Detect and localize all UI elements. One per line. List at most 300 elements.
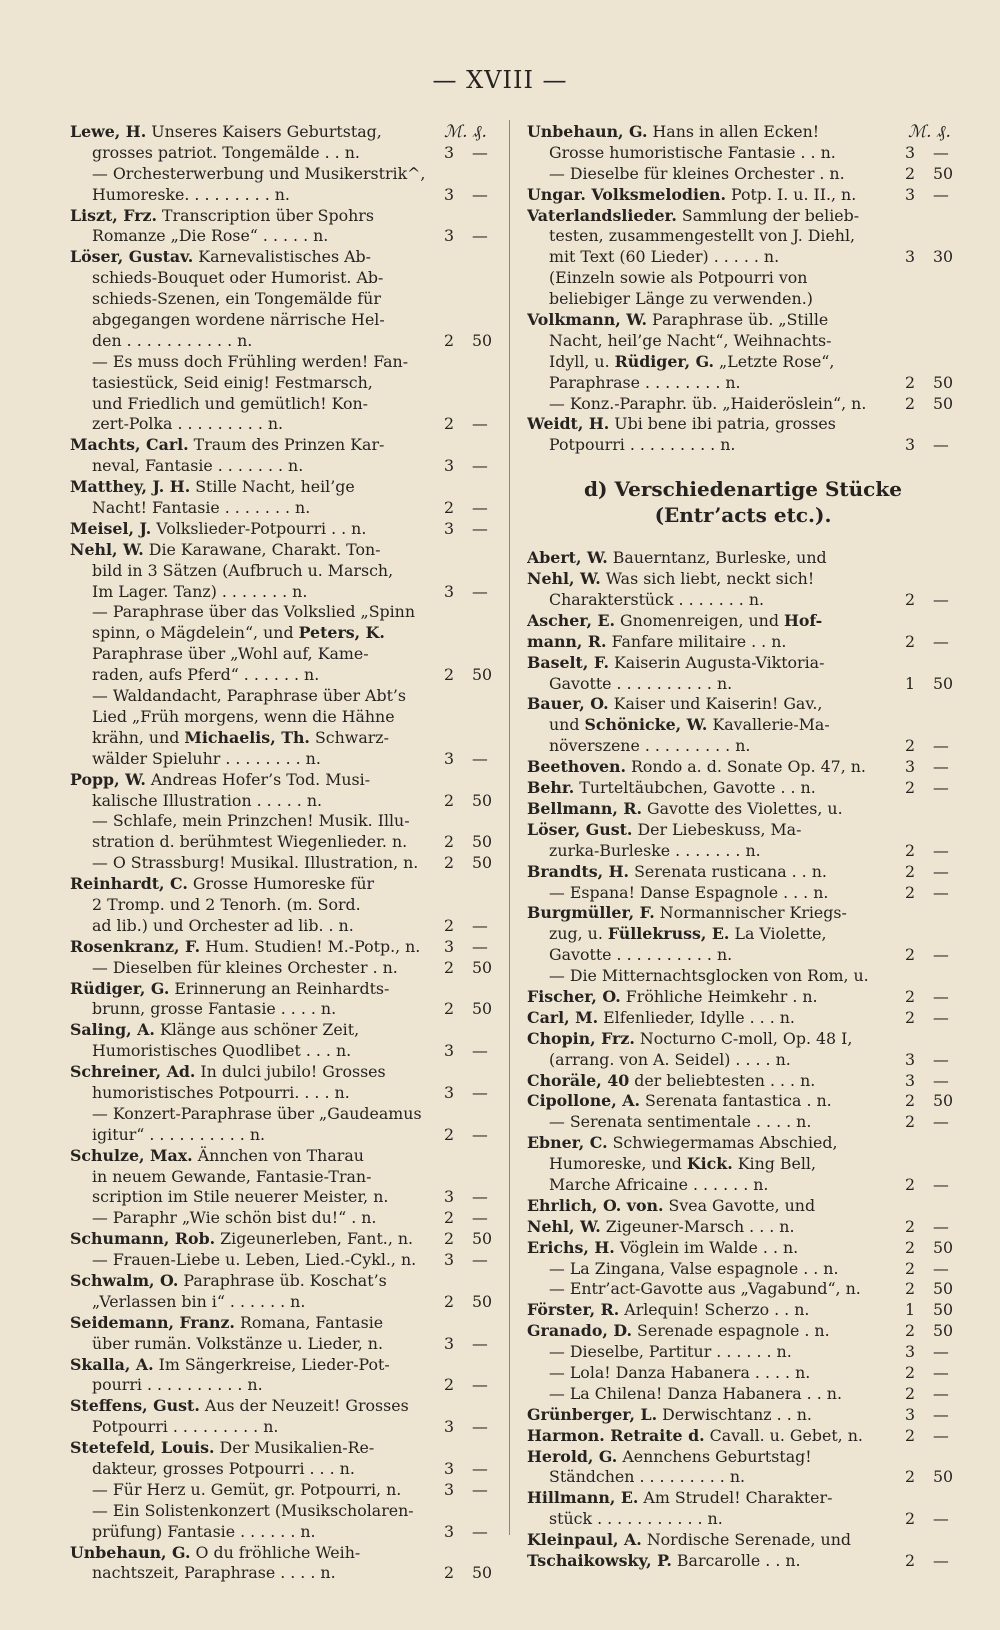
price-pfennig: — (933, 1404, 949, 1424)
catalog-line (70, 519, 498, 540)
entry-text: Fischer, O. Fröhliche Heimkehr . n. (527, 986, 818, 1006)
price-mark: 3 (444, 581, 455, 601)
price-mark (905, 310, 933, 331)
catalog-line (70, 665, 498, 686)
price-pfennig (933, 903, 959, 924)
entry-text: Nehl, W. Die Karawane, Charakt. Ton- (70, 539, 381, 559)
entry-text: Lewe, H. Unseres Kaisers Geburtstag, (70, 122, 382, 141)
price-pfennig: 50 (472, 1563, 493, 1583)
price-pfennig (472, 1501, 498, 1522)
catalog-line (70, 1292, 498, 1313)
catalog-line (527, 289, 959, 310)
price-pfennig (933, 268, 959, 289)
price-pfennig (933, 289, 959, 310)
price-mark: 3 (905, 1070, 916, 1090)
price-mark (444, 707, 472, 728)
price-pfennig: — (472, 1041, 488, 1061)
price-mark (444, 122, 472, 143)
price-pfennig: — (933, 631, 949, 651)
entry-text: in neuem Gewande, Fantasie-Tran- (92, 1166, 372, 1186)
catalog-line (527, 1279, 959, 1300)
price-pfennig (472, 811, 498, 832)
catalog-line (70, 811, 498, 832)
entry-text: — Es muss doch Frühling werden! Fan- (92, 351, 409, 371)
column-divider (509, 120, 510, 1535)
entry-text: Ascher, E. Gnomenreigen, und Hof- (527, 610, 823, 630)
entry-text: Bauer, O. Kaiser und Kaiserin! Gav., (527, 694, 823, 714)
price-pfennig (472, 477, 498, 498)
price-mark (905, 799, 933, 820)
price-mark (444, 435, 472, 456)
price-pfennig: 50 (472, 330, 493, 350)
price-pfennig (472, 268, 498, 289)
entry-text: bild in 3 Sätzen (Aufbruch u. Marsch, (92, 560, 394, 580)
price-mark: 2 (444, 790, 455, 810)
catalog-line (527, 310, 959, 331)
catalog-line (527, 1530, 959, 1551)
price-mark (444, 1543, 472, 1564)
entry-text: kalische Illustration . . . . . n. (92, 790, 323, 810)
entry-text: — O Strassburg! Musikal. Illustration, n. (92, 853, 419, 873)
price-pfennig: — (472, 518, 488, 538)
price-pfennig (472, 895, 498, 916)
price-pfennig: — (933, 590, 949, 610)
price-pfennig: — (472, 1417, 488, 1437)
price-mark: 2 (444, 1563, 455, 1583)
catalog-line (527, 1112, 959, 1133)
entry-text: „Verlassen bin i“ . . . . . . n. (92, 1291, 306, 1311)
catalog-line (527, 185, 959, 206)
price-pfennig: 50 (933, 393, 954, 413)
catalog-line (527, 820, 959, 841)
price-mark: 2 (444, 1291, 455, 1311)
price-pfennig (933, 966, 959, 987)
entry-text: Löser, Gustav. Karnevalistisches Ab- (70, 247, 371, 267)
price-mark (444, 477, 472, 498)
catalog-line (70, 185, 498, 206)
price-pfennig (472, 206, 498, 227)
catalog-line (70, 1313, 498, 1334)
price-mark (444, 1062, 472, 1083)
entry-text: Nacht, heil’ge Nacht“, Weihnachts- (549, 330, 832, 350)
catalog-line (70, 477, 498, 498)
entry-text: Granado, D. Serenade espagnole . n. (527, 1321, 830, 1341)
price-mark: 2 (905, 631, 916, 651)
entry-text: pourri . . . . . . . . . . n. (92, 1375, 263, 1395)
price-mark (905, 966, 933, 987)
catalog-line (527, 1509, 959, 1530)
catalog-line (70, 1250, 498, 1271)
price-pfennig (472, 979, 498, 1000)
price-pfennig (933, 820, 959, 841)
catalog-line (70, 1501, 498, 1522)
price-pfennig: — (933, 1070, 949, 1090)
price-mark: 1 (905, 673, 916, 693)
price-pfennig: 50 (933, 372, 954, 392)
entry-text: raden, aufs Pferd“ . . . . . . n. (92, 665, 320, 685)
price-mark (444, 310, 472, 331)
catalog-line (70, 310, 498, 331)
price-mark: 2 (905, 840, 916, 860)
catalog-line (527, 1384, 959, 1405)
catalog-line (527, 945, 959, 966)
price-pfennig: 50 (933, 1467, 954, 1487)
price-mark: 2 (444, 498, 455, 518)
price-mark (444, 728, 472, 749)
entry-text: — Lola! Danza Habanera . . . . n. (549, 1362, 811, 1382)
price-mark: 2 (905, 1237, 916, 1257)
mark-label: ℳ. (908, 122, 932, 142)
price-mark (905, 289, 933, 310)
price-pfennig (472, 1438, 498, 1459)
entry-text: stück . . . . . . . . . . . n. (549, 1509, 723, 1529)
price-mark (444, 1146, 472, 1167)
price-mark: 1 (905, 1300, 916, 1320)
entry-text: Beethoven. Rondo a. d. Sonate Op. 47, n. (527, 757, 866, 777)
price-mark (905, 1029, 933, 1050)
price-pfennig: — (472, 1479, 488, 1499)
price-mark: 2 (444, 1375, 455, 1395)
catalog-line (527, 122, 959, 143)
price-pfennig: — (933, 142, 949, 162)
price-pfennig (472, 1020, 498, 1041)
catalog-line (527, 924, 959, 945)
price-mark (905, 352, 933, 373)
catalog-line (70, 1417, 498, 1438)
catalog-line (70, 331, 498, 352)
price-mark: 2 (905, 1551, 916, 1570)
entry-text: brunn, grosse Fantasie . . . . n. (92, 999, 337, 1019)
price-pfennig: — (933, 1007, 949, 1027)
price-pfennig: — (933, 736, 949, 756)
catalog-line (70, 602, 498, 623)
price-pfennig: — (472, 936, 488, 956)
price-mark: 3 (444, 142, 455, 162)
price-mark: 3 (905, 1049, 916, 1069)
catalog-line (70, 1020, 498, 1041)
catalog-line (527, 1342, 959, 1363)
price-mark (444, 373, 472, 394)
entry-text: nachtszeit, Paraphrase . . . . n. (92, 1563, 336, 1583)
price-mark (444, 895, 472, 916)
entry-text: Grosse humoristische Fantasie . . n. (549, 142, 836, 162)
catalog-line (527, 1091, 959, 1112)
price-mark (905, 1447, 933, 1468)
entry-text: Humoreske. . . . . . . . . n. (92, 184, 290, 204)
price-mark (905, 206, 933, 227)
catalog-line (527, 1447, 959, 1468)
entry-text: Weidt, H. Ubi bene ibi patria, grosses (527, 414, 836, 434)
entry-text: Baselt, F. Kaiserin Augusta-Viktoria- (527, 652, 825, 672)
price-pfennig (472, 1313, 498, 1334)
catalog-line (70, 394, 498, 415)
price-mark (444, 561, 472, 582)
catalog-line (70, 1480, 498, 1501)
entry-text: Humoristisches Quodlibet . . . n. (92, 1041, 352, 1061)
catalog-line (527, 590, 959, 611)
entry-text: Skalla, A. Im Sängerkreise, Lieder-Pot- (70, 1354, 390, 1374)
catalog-line (70, 164, 498, 185)
price-pfennig: 50 (472, 853, 493, 873)
entry-text: ad lib.) und Orchester ad lib. . n. (92, 915, 354, 935)
entry-text: Seidemann, Franz. Romana, Fantasie (70, 1312, 384, 1332)
entry-text: igitur“ . . . . . . . . . . n. (92, 1124, 266, 1144)
entry-text: — Serenata sentimentale . . . . n. (549, 1112, 812, 1132)
price-pfennig: — (472, 226, 488, 246)
catalog-line (70, 728, 498, 749)
price-pfennig (933, 611, 959, 632)
price-mark (444, 874, 472, 895)
price-pfennig: — (472, 1375, 488, 1395)
catalog-line (70, 853, 498, 874)
price-mark (444, 1501, 472, 1522)
price-mark: 2 (905, 1174, 916, 1194)
price-mark: 2 (905, 1425, 916, 1445)
catalog-line (70, 414, 498, 435)
price-mark (444, 644, 472, 665)
entry-text: Machts, Carl. Traum des Prinzen Kar- (70, 435, 385, 455)
catalog-line (527, 143, 959, 164)
catalog-line (70, 1041, 498, 1062)
price-mark: 2 (444, 957, 455, 977)
price-pfennig (933, 569, 959, 590)
price-pfennig: — (933, 986, 949, 1006)
price-pfennig: — (933, 1112, 949, 1132)
entry-text: Romanze „Die Rose“ . . . . . n. (92, 226, 329, 246)
price-mark: 2 (905, 1362, 916, 1382)
price-mark (444, 247, 472, 268)
price-pfennig: — (472, 1459, 488, 1478)
price-mark (444, 1355, 472, 1376)
catalog-line (70, 498, 498, 519)
entry-text: und Friedlich und gemütlich! Kon- (92, 393, 368, 413)
catalog-line (527, 653, 959, 674)
price-mark: 3 (444, 456, 455, 476)
catalog-line (70, 707, 498, 728)
price-pfennig (933, 1133, 959, 1154)
entry-text: Reinhardt, C. Grosse Humoreske für (70, 874, 375, 894)
price-pfennig (472, 352, 498, 373)
price-mark: 3 (444, 1459, 455, 1478)
price-mark (444, 289, 472, 310)
price-pfennig (933, 653, 959, 674)
price-pfennig: — (472, 748, 488, 768)
catalog-line (527, 394, 959, 415)
price-pfennig (472, 164, 498, 185)
catalog-line (527, 1321, 959, 1342)
catalog-line (527, 1050, 959, 1071)
price-pfennig (933, 1029, 959, 1050)
price-pfennig: — (472, 456, 488, 476)
catalog-line (70, 1543, 498, 1564)
price-mark: 2 (905, 1383, 916, 1403)
price-pfennig: — (933, 184, 949, 204)
catalog-line (527, 373, 959, 394)
price-mark: 2 (905, 372, 916, 392)
price-mark: 3 (905, 142, 916, 162)
price-pfennig (472, 289, 498, 310)
price-mark (444, 811, 472, 832)
price-pfennig: 50 (933, 1300, 954, 1320)
entry-text: Abert, W. Bauerntanz, Burleske, und (527, 548, 827, 568)
catalog-line (527, 674, 959, 695)
price-pfennig (933, 1196, 959, 1217)
catalog-line (70, 1062, 498, 1083)
catalog-line (527, 414, 959, 435)
price-mark (905, 903, 933, 924)
catalog-line (70, 1229, 498, 1250)
price-mark: 2 (444, 1124, 455, 1144)
entry-text: Paraphrase über „Wohl auf, Kame- (92, 644, 369, 664)
price-mark: 3 (444, 1521, 455, 1541)
price-mark: 2 (444, 832, 455, 852)
price-pfennig (933, 331, 959, 352)
catalog-line (70, 456, 498, 477)
entry-text: Volkmann, W. Paraphrase üb. „Stille (527, 310, 829, 330)
price-pfennig (472, 394, 498, 415)
entry-text: prüfung) Fantasie . . . . . . n. (92, 1521, 316, 1541)
price-pfennig: — (933, 1362, 949, 1382)
catalog-line (527, 903, 959, 924)
entry-text: Charakterstück . . . . . . . n. (549, 590, 765, 610)
catalog-line (70, 122, 498, 143)
entry-text: — La Chilena! Danza Habanera . . n. (549, 1383, 842, 1403)
pfennig-label: ₰. (473, 122, 487, 142)
catalog-line (70, 373, 498, 394)
price-mark (444, 352, 472, 373)
price-mark: 2 (444, 665, 455, 685)
price-pfennig (472, 540, 498, 561)
catalog-line (70, 1334, 498, 1355)
entry-text: mann, R. Fanfare militaire . . n. (527, 631, 787, 651)
catalog-line (70, 1187, 498, 1208)
entry-text: Marche Africaine . . . . . . n. (549, 1174, 769, 1194)
price-pfennig: 50 (472, 1291, 493, 1311)
price-pfennig: — (472, 1521, 488, 1541)
entry-text: — Paraphrase über das Volkslied „Spinn (92, 602, 416, 622)
catalog-line (70, 206, 498, 227)
price-pfennig (933, 1530, 959, 1551)
right-column (527, 122, 959, 1572)
price-pfennig: 50 (933, 1091, 954, 1111)
catalog-line (70, 1522, 498, 1543)
price-mark: 3 (905, 757, 916, 777)
catalog-line (70, 1271, 498, 1292)
entry-text: beliebiger Länge zu verwenden.) (549, 289, 813, 309)
entry-text: Schwalm, O. Paraphrase üb. Koschat’s (70, 1270, 387, 1290)
price-pfennig: — (472, 142, 488, 162)
price-mark (444, 1271, 472, 1292)
price-pfennig: — (933, 778, 949, 798)
catalog-line (527, 736, 959, 757)
price-pfennig: — (472, 184, 488, 204)
price-pfennig: — (933, 1342, 949, 1362)
price-pfennig: — (472, 1333, 488, 1353)
price-mark: 3 (444, 226, 455, 246)
entry-text: — Paraphr „Wie schön bist du!“ . n. (92, 1208, 377, 1228)
price-mark (444, 1104, 472, 1125)
price-mark: 3 (444, 936, 455, 956)
entry-text: Ständchen . . . . . . . . . n. (549, 1467, 746, 1487)
price-pfennig: — (472, 1124, 488, 1144)
entry-text: und Schönicke, W. Kavallerie-Ma- (549, 715, 830, 735)
catalog-line (527, 632, 959, 653)
price-pfennig (472, 1062, 498, 1083)
price-mark (444, 1313, 472, 1334)
price-mark: 2 (444, 414, 455, 434)
entry-text: Ebner, C. Schwiegermamas Abschied, (527, 1133, 838, 1153)
catalog-line (527, 966, 959, 987)
catalog-line (527, 778, 959, 799)
price-pfennig (933, 694, 959, 715)
price-pfennig: 50 (933, 673, 954, 693)
entry-text: Unbehaun, G. Hans in allen Ecken! (527, 122, 820, 141)
catalog-line (70, 1563, 498, 1584)
price-mark (444, 540, 472, 561)
left-column (70, 122, 498, 1584)
price-pfennig: — (472, 1082, 488, 1102)
entry-text: Gavotte . . . . . . . . . . n. (549, 945, 733, 965)
right-column-entries-bottom (527, 548, 959, 1572)
price-mark (905, 653, 933, 674)
entry-text: Rosenkranz, F. Hum. Studien! M.-Potp., n. (70, 936, 421, 956)
entry-text: Hillmann, E. Am Strudel! Charakter- (527, 1488, 833, 1508)
price-pfennig: 50 (472, 1229, 493, 1249)
price-pfennig: 50 (472, 957, 493, 977)
price-mark: 2 (905, 945, 916, 965)
price-pfennig: — (933, 882, 949, 902)
catalog-line (527, 247, 959, 268)
entry-text: Behr. Turteltäubchen, Gavotte . . n. (527, 778, 816, 798)
catalog-line (70, 1396, 498, 1417)
price-mark: 2 (905, 590, 916, 610)
price-pfennig: — (933, 1425, 949, 1445)
catalog-line (527, 548, 959, 569)
price-mark: 2 (444, 1208, 455, 1228)
price-mark: 2 (444, 999, 455, 1019)
price-mark: 3 (444, 518, 455, 538)
price-pfennig (933, 1488, 959, 1509)
price-pfennig (472, 373, 498, 394)
price-mark (444, 1438, 472, 1459)
catalog-line (70, 770, 498, 791)
price-mark (905, 569, 933, 590)
entry-text: spinn, o Mägdelein“, und Peters, K. (92, 623, 385, 643)
price-pfennig (933, 1447, 959, 1468)
price-pfennig (472, 1271, 498, 1292)
price-pfennig (472, 623, 498, 644)
price-mark: 3 (444, 1417, 455, 1437)
entry-text: Förster, R. Arlequin! Scherzo . . n. (527, 1300, 810, 1320)
price-pfennig (933, 548, 959, 569)
price-mark (444, 1020, 472, 1041)
price-pfennig (472, 435, 498, 456)
price-pfennig (472, 247, 498, 268)
price-mark (444, 206, 472, 227)
price-pfennig (472, 874, 498, 895)
price-mark: 2 (905, 1258, 916, 1278)
price-mark: 2 (905, 393, 916, 413)
entry-text: Idyll, u. Rüdiger, G. „Letzte Rose“, (549, 351, 835, 371)
catalog-line (527, 841, 959, 862)
catalog-line (70, 895, 498, 916)
catalog-line (70, 832, 498, 853)
entry-text: Nehl, W. Was sich liebt, neckt sich! (527, 569, 815, 589)
price-pfennig (472, 1396, 498, 1417)
catalog-line (70, 289, 498, 310)
entry-text: 2 Tromp. und 2 Tenorh. (m. Sord. (92, 894, 361, 914)
price-mark (905, 548, 933, 569)
